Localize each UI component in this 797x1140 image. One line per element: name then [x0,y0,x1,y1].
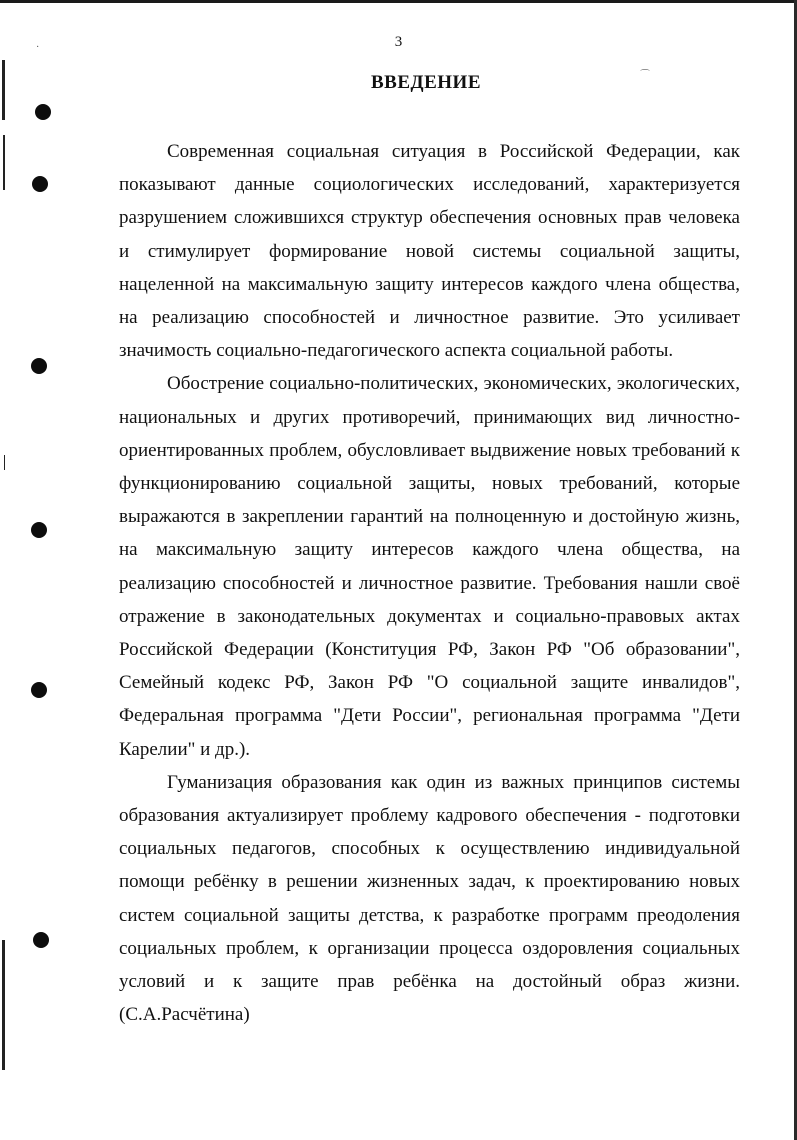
punch-hole [31,682,47,698]
punch-hole [31,358,47,374]
punch-hole [33,932,49,948]
scan-left-edge [0,0,6,1140]
page-title: ВВЕДЕНИЕ [371,72,481,93]
paragraph: Современная социальная ситуация в Российской Федерации, как показывают данные социологических исследований, характеризуется разрушением сложившихся структур обеспечения основных прав человека и стимулирует формирование новой системы социальной защиты, нацеленной на максимальную защиту интересов каждого члена общества, на реализацию способностей и личностное развитие. Это усиливает значимость социально-педагогического аспекта социальной работы. [119,141,740,362]
page-number: 3 [394,34,403,50]
scan-top-edge [0,0,797,3]
punch-hole [31,522,47,538]
scan-speck: ⌒ [640,70,650,81]
paragraph: Обострение социально-политических, экономических, экологических, национальных и других противоречий, принимающих вид личностно-ориентированных проблем, обусловливает выдвижение новых требований к функционированию социальной защиты, новых требований, которые выражаются в закреплении гарантий на полноценную и достойную жизнь, на максимальную защиту интересов каждого члена общества, на реализацию способностей и личностное развитие. Требования нашли своё отражение в законодательных документах и социально-правовых актах Российской Федерации (Конституция РФ, Закон РФ "Об образовании", Семейный кодекс РФ, Закон РФ "О социальной защите инвалидов", Федеральная программа "Дети России", региональная программа "Дети Карелии" и др.). [119,373,740,760]
paragraph: Гуманизация образования как один из важных принципов системы образования актуализирует проблему кадрового обеспечения - подготовки социальных педагогов, способных к осуществлению индивидуальной помощи ребёнку в решении жизненных задач, к проектированию новых систем социальной защиты детства, к разработке программ преодоления социальных проблем, к организации процесса оздоровления социальных условий и к защите прав ребёнка на достойный образ жизни. (С.А.Расчётина) [119,771,740,1026]
text-body [119,135,740,1031]
punch-hole [32,176,48,192]
scan-speck: · [36,42,40,53]
punch-hole [35,104,51,120]
